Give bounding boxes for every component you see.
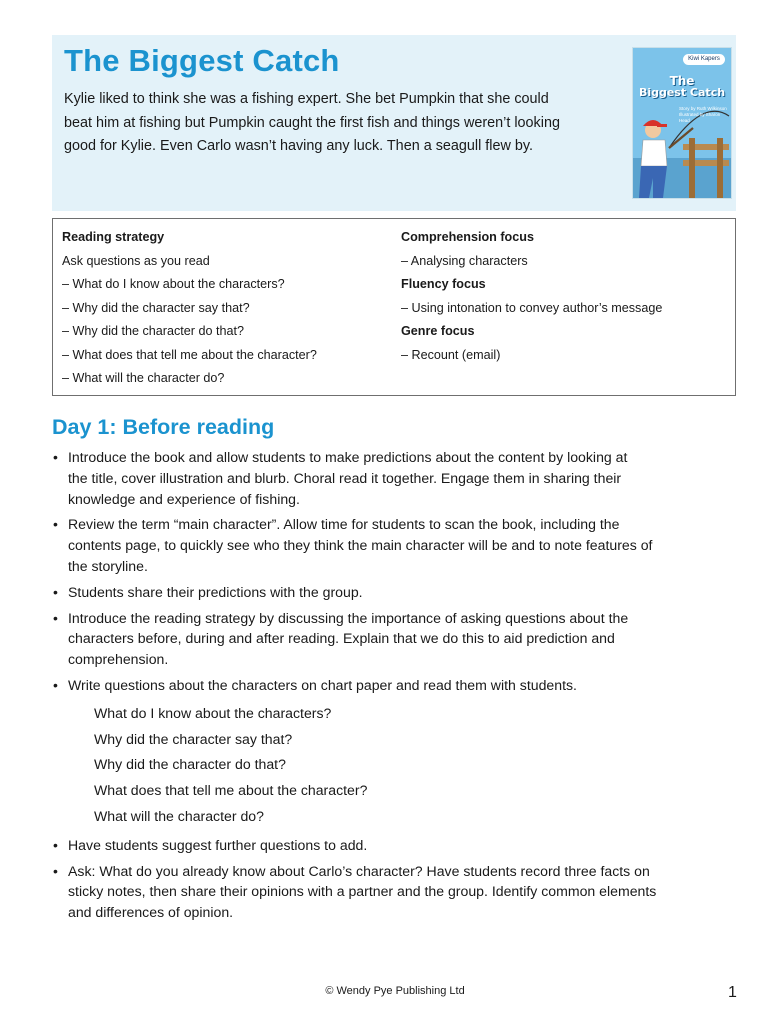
bullet-item: • Have students suggest further questions to add. <box>52 835 736 856</box>
copyright-footer: © Wendy Pye Publishing Ltd <box>325 985 465 997</box>
page-number: 1 <box>728 984 737 1001</box>
bullet-item: • Review the term “main character”. Allow time for students to scan the book, including the contents page, to quickly see who they think the main character will be and to note features of the storyline. <box>52 514 736 576</box>
day1-heading: Day 1: Before reading <box>52 415 275 439</box>
strategy-item: – What will the character do? <box>62 371 225 385</box>
series-badge: Kiwi Kapers <box>683 54 725 65</box>
strategy-left-column <box>62 226 392 391</box>
strategy-item: – Why did the character say that? <box>62 300 250 315</box>
strategy-item: – What do I know about the characters? <box>62 277 285 291</box>
bullet-item: • Ask: What do you already know about Carlo’s character? Have students record three facts on sticky notes, then share their opinions with a partner and the group. Identify common elements and differences of opinion. <box>52 861 736 923</box>
reading-strategy-box <box>52 218 736 396</box>
bullet-item: • Introduce the reading strategy by discussing the importance of asking questions about the characters before, during and after reading. Explain that we do this to aid prediction and comprehension. <box>52 608 736 670</box>
strategy-item: – What does that tell me about the character? <box>62 347 317 362</box>
strategy-item: Ask questions as you read <box>62 253 210 268</box>
strategy-right-column <box>401 226 731 367</box>
strategy-heading: Genre focus <box>401 324 475 338</box>
question-item: Why did the character do that? <box>94 756 286 773</box>
cover-title-line2: Biggest Catch <box>638 86 726 99</box>
character-questions-list <box>94 701 736 830</box>
strategy-heading: Reading strategy <box>62 230 165 244</box>
question-item: What will the character do? <box>94 807 264 824</box>
question-item: What does that tell me about the character? <box>94 782 368 799</box>
book-blurb: Kylie liked to think she was a fishing expert. She bet Pumpkin that she could beat him at fishing but Pumpkin caught the first fish and things weren’t looking good for Kylie. Even Carlo wasn’t having any luck. Then a seagull flew by. <box>64 91 560 154</box>
book-cover-image <box>632 47 732 199</box>
question-item: What do I know about the characters? <box>94 704 332 721</box>
bullet-item: • Write questions about the characters on chart paper and read them with students. <box>52 675 736 696</box>
cover-title-line1: The <box>669 74 695 88</box>
strategy-item: – Why did the character do that? <box>62 324 245 338</box>
book-summary-panel <box>52 35 736 211</box>
cover-authors: Story by Ruth Wilkinson Illustrated by Sharon Head <box>679 106 727 123</box>
day1-bullet-list <box>52 447 736 928</box>
bullet-item: • Students share their predictions with the group. <box>52 582 736 603</box>
bullet-item: • Introduce the book and allow students to make predictions about the content by looking at the title, cover illustration and blurb. Choral read it together. Engage them in sharing their knowledge and experience of fishing. <box>52 447 736 509</box>
strategy-item: – Recount (email) <box>401 347 501 362</box>
strategy-item: – Analysing characters <box>401 253 528 268</box>
strategy-heading: Comprehension focus <box>401 230 534 244</box>
strategy-item: – Using intonation to convey author’s message <box>401 300 663 315</box>
question-item: Why did the character say that? <box>94 730 293 747</box>
book-title: The Biggest Catch <box>64 43 340 78</box>
strategy-heading: Fluency focus <box>401 277 486 291</box>
